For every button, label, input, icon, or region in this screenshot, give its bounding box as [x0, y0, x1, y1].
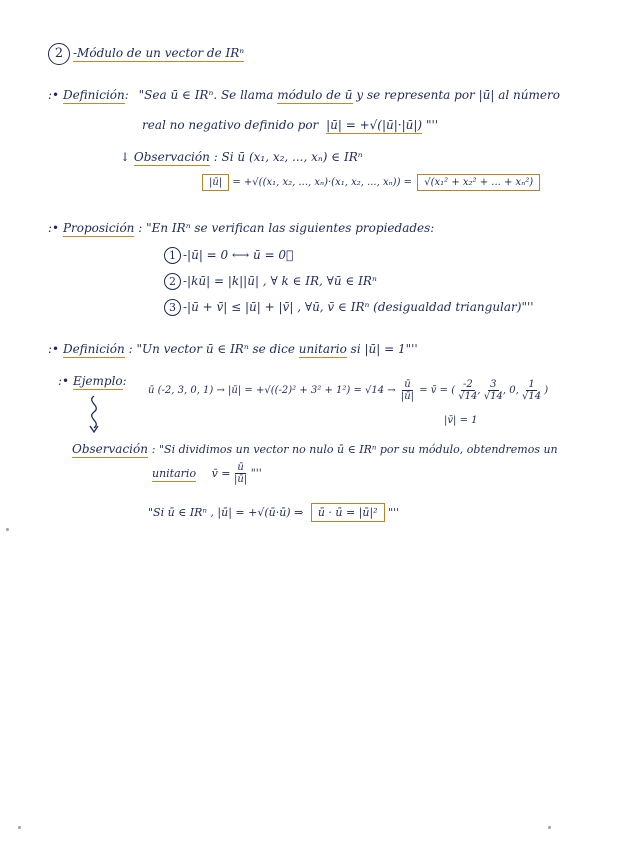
- def1-line1-pre: "Sea ū ∈ IRⁿ. Se llama: [138, 88, 274, 102]
- obs2-line3-close: "'': [388, 506, 400, 519]
- def1-term: módulo de ū: [277, 88, 353, 102]
- c4-denominator: √14: [521, 391, 542, 402]
- proposition-item-2: [164, 273, 377, 290]
- def1-close: "'': [425, 118, 439, 132]
- proposition-label: Proposición: [62, 221, 135, 235]
- fraction-denominator: |ū|: [234, 474, 248, 485]
- c2-denominator: √14: [483, 391, 503, 402]
- c2-numerator: 3: [490, 379, 497, 390]
- squiggle-arrow-icon: [84, 394, 104, 434]
- bullet: :•: [48, 88, 60, 102]
- observation-1: [120, 150, 363, 164]
- example-close: ): [544, 385, 549, 396]
- fraction-denominator: |ū|: [400, 391, 415, 402]
- example-heading: [58, 374, 127, 388]
- c4-numerator: 1: [528, 379, 535, 390]
- def1-formula: |ū| = +√(|ū|·|ū|): [326, 118, 423, 132]
- def2-text-pre: : "Un vector ū ∈ IRⁿ se dice: [128, 342, 295, 356]
- obs2-tick: "'': [250, 466, 262, 480]
- component-1: [458, 379, 477, 402]
- scan-speck: [548, 826, 551, 829]
- obs1-line1: : Si ū (x₁, x₂, ..., xₙ) ∈ IRⁿ: [213, 150, 363, 164]
- def2-text-post: si |ū| = 1"'': [350, 342, 418, 356]
- proposition: [48, 221, 434, 235]
- def2-term: unitario: [298, 342, 347, 356]
- observation-marker: ↓: [120, 150, 131, 164]
- section-number: 2: [48, 43, 70, 65]
- component-4: [522, 379, 541, 402]
- c1-denominator: √14: [458, 391, 478, 402]
- c1-numerator: -2: [462, 379, 473, 390]
- item-number: 2: [164, 273, 181, 290]
- definition-label: Definición: [62, 342, 125, 356]
- fraction-numerator: ū: [404, 379, 411, 390]
- observation-2: [72, 442, 558, 456]
- colon: :: [122, 374, 127, 388]
- example-label: Ejemplo: [72, 374, 123, 388]
- example-formula: ū (-2, 3, 0, 1) → |ū| = +√((-2)² + 3² + 1²) = √14 → $\frac{ū}{|ū|}$ = v̄ = ( $\frac{-2}{√14}$ , $\frac{3}{√14}$ , 0, $\frac{1}{√14}$ ): [148, 379, 549, 402]
- item-number: 3: [164, 299, 181, 316]
- component-2: [484, 379, 503, 402]
- observation-label: Observación: [133, 150, 210, 164]
- def1-line2-pre: real no negativo definido por: [142, 118, 319, 132]
- example-formula-text: ū (-2, 3, 0, 1) → |ū| = +√((-2)² + 3² + 1²) = √14 →: [148, 385, 396, 396]
- observation-label: Observación: [72, 442, 148, 456]
- section-title: -Módulo de un vector de IRⁿ: [73, 46, 245, 60]
- def1-line1-post: y se representa por |ū| al número: [356, 88, 560, 102]
- definition-1-line2: [142, 118, 438, 132]
- bullet: :•: [48, 342, 60, 356]
- bullet: :•: [58, 374, 70, 388]
- proposition-item-1: [164, 247, 293, 264]
- item-text: -|kū| = |k||ū| , ∀ k ∈ IR, ∀ū ∈ IRⁿ: [183, 274, 377, 288]
- bullet: :•: [48, 221, 60, 235]
- proposition-intro: : "En IRⁿ se verifican las siguientes propiedades:: [138, 221, 435, 235]
- definition-2: [48, 342, 418, 356]
- obs2-fraction: [234, 462, 247, 485]
- proposition-item-3: [164, 299, 534, 316]
- scan-speck: [6, 528, 9, 531]
- colon: :: [124, 88, 129, 102]
- scan-speck: [18, 826, 21, 829]
- observation-1-formula: [202, 177, 540, 188]
- obs2-term: unitario: [152, 466, 197, 480]
- obs1-lhs: |ū|: [202, 174, 229, 191]
- obs1-mid: = +√((x₁, x₂, ..., xₙ)·(x₁, x₂, ..., xₙ)) =: [232, 177, 413, 188]
- item-text: -|ū + v̄| ≤ |ū| + |v̄| , ∀ū, v̄ ∈ IRⁿ (desigualdad triangular)"'': [183, 300, 534, 314]
- definition-label: Definición: [62, 88, 125, 102]
- observation-2-line3: [148, 506, 399, 519]
- section-heading: [48, 42, 244, 65]
- obs2-v: v̄ =: [211, 466, 231, 480]
- observation-2-line2: [152, 462, 262, 485]
- example-fraction: [401, 379, 414, 402]
- component-3: 0: [509, 385, 516, 396]
- obs2-line1: : "Si dividimos un vector no nulo ū ∈ IRⁿ por su módulo, obtendremos un: [151, 443, 558, 456]
- example-result: |v̄| = 1: [444, 415, 478, 426]
- obs2-line3-pre: "Si ū ∈ IRⁿ , |ū| = +√(ū·ū) ⇒: [148, 506, 304, 519]
- item-number: 1: [164, 247, 181, 264]
- obs2-boxed-formula: ū · ū = |ū|²: [311, 503, 385, 522]
- item-text: -|ū| = 0 ⟷ ū = 0⃗: [183, 248, 294, 262]
- fraction-numerator: ū: [237, 462, 244, 473]
- definition-1: [48, 88, 560, 102]
- obs1-rhs: √(x₁² + x₂² + ... + xₙ²): [417, 174, 540, 191]
- example-eq: = v̄ = (: [419, 385, 456, 396]
